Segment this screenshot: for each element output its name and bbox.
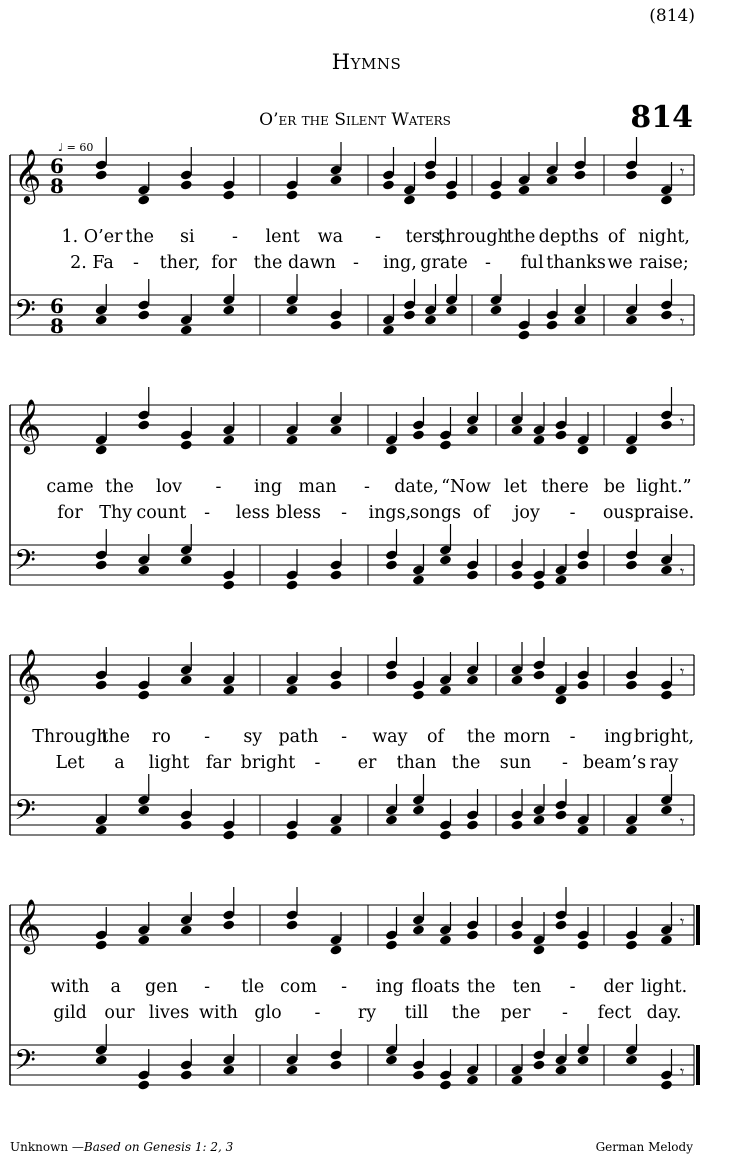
lyric-syllable: the: [466, 727, 496, 747]
treble-clef-icon: 𝄞: [14, 648, 42, 702]
treble-notehead: [137, 419, 150, 430]
lyric-syllable: way: [372, 727, 408, 747]
lyric-syllable: ry: [357, 1003, 377, 1023]
bass-notehead: [137, 564, 150, 575]
treble-notehead: [466, 929, 479, 940]
lyric-syllable: with: [50, 977, 90, 997]
hymn-number: 814: [630, 100, 693, 135]
bass-notehead: [554, 574, 567, 585]
syllable-hyphen: -: [314, 753, 321, 773]
syllable-hyphen: -: [569, 977, 576, 997]
lyric-syllable: we: [607, 253, 633, 273]
page-number: (814): [649, 6, 695, 26]
bass-notehead: [510, 1074, 523, 1085]
bass-notehead: [285, 829, 298, 840]
bass-notehead: [329, 824, 342, 835]
bass-notehead: [222, 829, 235, 840]
syllable-hyphen: -: [485, 253, 491, 273]
final-barline: [696, 1045, 700, 1085]
lyric-syllable: there: [541, 477, 589, 497]
lyric-syllable: 2. Fa: [70, 253, 114, 273]
lyric-syllable: bright,: [633, 727, 695, 747]
lyric-syllable: with: [199, 1003, 238, 1023]
lyric-syllable: glo: [254, 1003, 282, 1023]
bass-notehead: [545, 319, 558, 330]
bass-notehead: [95, 559, 108, 570]
lyric-syllable: joy: [513, 503, 540, 523]
lyric-syllable: per: [500, 1003, 531, 1023]
bass-notehead: [285, 304, 298, 315]
treble-notehead: [180, 439, 193, 450]
lyric-syllable: through: [437, 227, 509, 247]
lyric-syllable: night,: [638, 227, 690, 247]
lyric-syllable: sun: [499, 753, 532, 773]
lyric-syllable: till: [404, 1003, 429, 1023]
lyric-syllable: si: [180, 227, 195, 247]
lyric-syllable: ings,: [368, 503, 412, 523]
treble-notehead: [554, 919, 567, 930]
treble-clef-icon: 𝄞: [14, 148, 42, 202]
treble-notehead: [466, 424, 479, 435]
treble-notehead: [95, 939, 108, 950]
lyric-syllable: the: [466, 977, 496, 997]
syllable-hyphen: -: [375, 227, 381, 247]
syllable-hyphen: -: [562, 753, 568, 773]
lyric-syllable: tle: [241, 977, 265, 997]
lyric-line-verse2: [0, 753, 733, 777]
bass-notehead: [137, 309, 150, 320]
lyric-syllable: day.: [646, 1003, 682, 1023]
lyric-syllable: the: [105, 477, 134, 497]
lyric-syllable: the: [125, 227, 154, 247]
treble-notehead: [222, 919, 235, 930]
bass-notehead: [466, 819, 479, 830]
lyric-syllable: light.: [640, 977, 688, 997]
syllable-hyphen: -: [341, 503, 348, 523]
treble-notehead: [532, 434, 545, 445]
bass-notehead: [412, 1069, 425, 1080]
treble-notehead: [180, 179, 193, 190]
treble-notehead: [576, 679, 589, 690]
treble-notehead: [285, 684, 298, 695]
treble-notehead: [625, 679, 638, 690]
lyric-syllable: Let: [55, 753, 85, 773]
treble-notehead: [660, 689, 673, 700]
lyric-syllable: Thy: [99, 503, 133, 523]
lyric-syllable: beam’s: [582, 753, 647, 773]
treble-clef-icon: 𝄞: [14, 898, 42, 952]
lyric-syllable: of: [472, 503, 490, 523]
bass-notehead: [625, 559, 638, 570]
treble-notehead: [137, 689, 150, 700]
lyric-line-verse2: [0, 503, 733, 527]
lyric-syllable: sy: [243, 727, 263, 747]
treble-notehead: [510, 674, 523, 685]
bass-notehead: [329, 569, 342, 580]
bass-notehead: [424, 314, 437, 325]
treble-notehead: [439, 684, 452, 695]
lyric-syllable: songs: [410, 503, 462, 523]
lyric-syllable: fect: [597, 1003, 632, 1023]
bass-notehead: [625, 314, 638, 325]
lyric-syllable: the: [451, 753, 481, 773]
bass-notehead: [625, 824, 638, 835]
lyric-syllable: floats: [411, 977, 460, 997]
bass-notehead: [532, 1059, 545, 1070]
syllable-hyphen: -: [204, 727, 211, 747]
lyric-syllable: date,: [394, 477, 439, 497]
bass-notehead: [510, 819, 523, 830]
lyric-line-verse1: [0, 977, 733, 1001]
final-barline: [696, 905, 700, 945]
lyric-syllable: bright: [240, 753, 296, 773]
bass-notehead: [137, 804, 150, 815]
treble-notehead: [137, 194, 150, 205]
bass-notehead: [625, 1054, 638, 1065]
lyric-syllable: ful: [520, 253, 544, 273]
bass-notehead: [489, 304, 502, 315]
bass-notehead: [510, 569, 523, 580]
treble-notehead: [439, 439, 452, 450]
lyric-syllable: com: [279, 977, 317, 997]
tune-credit: German Melody: [595, 1140, 693, 1154]
lyric-syllable: ing: [604, 727, 633, 747]
lyric-syllable: wa: [317, 227, 344, 247]
bass-notehead: [95, 314, 108, 325]
eighth-rest-icon: 𝄾: [680, 912, 685, 931]
bass-notehead: [137, 1079, 150, 1090]
treble-notehead: [660, 419, 673, 430]
lyric-syllable: a: [114, 753, 125, 773]
lyric-syllable: less: [235, 503, 270, 523]
lyric-syllable: be: [603, 477, 626, 497]
lyric-syllable: ing: [375, 977, 404, 997]
syllable-hyphen: -: [204, 977, 211, 997]
treble-notehead: [439, 934, 452, 945]
syllable-hyphen: -: [232, 227, 238, 247]
bass-clef-icon: 𝄢: [14, 1044, 36, 1084]
syllable-hyphen: -: [204, 503, 211, 523]
hymn-title: O’er the Silent Waters: [259, 110, 451, 130]
author-name: Unknown: [10, 1140, 69, 1154]
bass-notehead: [554, 809, 567, 820]
eighth-rest-icon: 𝄾: [680, 412, 685, 431]
treble-notehead: [137, 934, 150, 945]
lyric-line-verse2: [0, 1003, 733, 1027]
syllable-hyphen: -: [364, 477, 370, 497]
lyric-syllable: ing,: [383, 253, 417, 273]
bass-notehead: [466, 1074, 479, 1085]
treble-clef-icon: 𝄞: [14, 398, 42, 452]
lyric-syllable: light: [148, 753, 190, 773]
treble-notehead: [222, 434, 235, 445]
bass-notehead: [660, 1079, 673, 1090]
lyric-syllable: lent: [265, 227, 300, 247]
bass-notehead: [445, 304, 458, 315]
treble-notehead: [95, 444, 108, 455]
eighth-rest-icon: 𝄾: [680, 312, 685, 331]
bass-notehead: [385, 559, 398, 570]
treble-notehead: [329, 944, 342, 955]
treble-notehead: [532, 944, 545, 955]
treble-notehead: [412, 429, 425, 440]
bass-notehead: [385, 814, 398, 825]
lyric-syllable: lov: [155, 477, 183, 497]
lyric-line-verse1: [0, 477, 733, 501]
section-title: Hymns: [331, 50, 402, 74]
bass-notehead: [573, 314, 586, 325]
treble-notehead: [424, 169, 437, 180]
lyric-syllable: of: [607, 227, 625, 247]
time-signature: 8: [50, 314, 64, 338]
bass-notehead: [403, 309, 416, 320]
bass-notehead: [576, 824, 589, 835]
bass-notehead: [576, 1054, 589, 1065]
bass-notehead: [385, 1054, 398, 1065]
treble-notehead: [180, 924, 193, 935]
time-signature: 6: [50, 154, 64, 178]
bass-notehead: [180, 1069, 193, 1080]
treble-notehead: [329, 424, 342, 435]
treble-notehead: [660, 194, 673, 205]
lyric-syllable: ing: [253, 477, 283, 497]
lyric-syllable: ther,: [159, 253, 201, 273]
treble-notehead: [576, 939, 589, 950]
lyric-syllable: grate: [420, 253, 468, 273]
eighth-rest-icon: 𝄾: [680, 162, 685, 181]
lyric-syllable: der: [603, 977, 634, 997]
syllable-hyphen: -: [341, 727, 348, 747]
lyric-syllable: depths: [538, 227, 599, 247]
treble-notehead: [510, 929, 523, 940]
treble-notehead: [573, 169, 586, 180]
lyric-syllable: for: [57, 503, 83, 523]
treble-notehead: [382, 179, 395, 190]
lyric-syllable: the: [253, 253, 283, 273]
lyric-syllable: Through: [32, 727, 108, 747]
bass-notehead: [517, 329, 530, 340]
treble-notehead: [222, 684, 235, 695]
treble-notehead: [625, 444, 638, 455]
lyric-line-verse1: [0, 227, 733, 251]
syllable-hyphen: -: [133, 253, 139, 273]
lyric-syllable: for: [211, 253, 237, 273]
syllable-hyphen: -: [215, 477, 222, 497]
bass-notehead: [412, 804, 425, 815]
treble-notehead: [385, 669, 398, 680]
treble-notehead: [285, 189, 298, 200]
treble-notehead: [517, 184, 530, 195]
bass-notehead: [439, 829, 452, 840]
lyric-syllable: lives: [148, 1003, 190, 1023]
treble-notehead: [625, 169, 638, 180]
lyric-syllable: far: [205, 753, 232, 773]
lyric-syllable: raise;: [639, 253, 689, 273]
treble-notehead: [385, 444, 398, 455]
syllable-hyphen: -: [314, 1003, 321, 1023]
bass-clef-icon: 𝄢: [14, 544, 36, 584]
syllable-hyphen: -: [569, 727, 576, 747]
bass-notehead: [382, 324, 395, 335]
author-credit: [10, 1140, 233, 1154]
tempo-marking: ♩ = 60: [58, 141, 94, 154]
lyric-syllable: the: [506, 227, 536, 247]
bass-notehead: [180, 554, 193, 565]
bass-clef-icon: 𝄢: [14, 794, 36, 834]
treble-notehead: [660, 934, 673, 945]
lyric-syllable: let: [504, 477, 527, 497]
lyric-syllable: man: [298, 477, 337, 497]
lyric-syllable: bless: [275, 503, 322, 523]
treble-notehead: [412, 924, 425, 935]
syllable-hyphen: -: [562, 1003, 568, 1023]
treble-notehead: [625, 939, 638, 950]
bass-notehead: [439, 1079, 452, 1090]
treble-notehead: [180, 674, 193, 685]
bass-notehead: [660, 309, 673, 320]
treble-notehead: [222, 189, 235, 200]
lyric-line-verse2: [0, 253, 733, 277]
bass-notehead: [660, 804, 673, 815]
lyric-syllable: gen: [144, 977, 178, 997]
lyric-syllable: light.”: [636, 477, 692, 497]
eighth-rest-icon: 𝄾: [680, 662, 685, 681]
lyric-syllable: a: [110, 977, 121, 997]
treble-notehead: [329, 679, 342, 690]
treble-notehead: [285, 919, 298, 930]
eighth-rest-icon: 𝄾: [680, 1062, 685, 1081]
treble-notehead: [412, 689, 425, 700]
lyric-syllable: of: [427, 727, 445, 747]
lyric-syllable: ten: [512, 977, 542, 997]
treble-notehead: [554, 694, 567, 705]
lyric-syllable: ro: [151, 727, 171, 747]
treble-notehead: [445, 189, 458, 200]
lyric-syllable: ray: [649, 753, 679, 773]
bass-notehead: [180, 324, 193, 335]
treble-notehead: [554, 429, 567, 440]
bass-notehead: [222, 579, 235, 590]
lyric-line-verse1: [0, 727, 733, 751]
treble-notehead: [466, 674, 479, 685]
lyric-syllable: our: [104, 1003, 135, 1023]
lyric-syllable: thanks: [546, 253, 606, 273]
bass-notehead: [412, 574, 425, 585]
treble-notehead: [532, 669, 545, 680]
bass-notehead: [95, 1054, 108, 1065]
treble-notehead: [385, 939, 398, 950]
treble-notehead: [545, 174, 558, 185]
lyric-syllable: than: [396, 753, 437, 773]
bass-notehead: [660, 564, 673, 575]
bass-notehead: [95, 824, 108, 835]
lyric-syllable: gild: [53, 1003, 87, 1023]
bass-notehead: [532, 579, 545, 590]
lyric-syllable: the: [101, 727, 131, 747]
bass-notehead: [576, 559, 589, 570]
treble-notehead: [95, 679, 108, 690]
syllable-hyphen: -: [341, 977, 348, 997]
lyric-syllable: praise.: [633, 503, 695, 523]
lyric-syllable: came: [46, 477, 94, 497]
bass-notehead: [329, 319, 342, 330]
time-signature: 8: [50, 174, 64, 198]
bass-notehead: [466, 569, 479, 580]
syllable-hyphen: -: [353, 253, 359, 273]
bass-notehead: [532, 814, 545, 825]
treble-notehead: [285, 434, 298, 445]
bass-notehead: [554, 1064, 567, 1075]
syllable-hyphen: -: [569, 503, 576, 523]
lyric-syllable: ous: [602, 503, 634, 523]
bass-notehead: [180, 819, 193, 830]
treble-notehead: [95, 169, 108, 180]
bass-notehead: [222, 1064, 235, 1075]
lyric-syllable: count: [136, 503, 187, 523]
treble-notehead: [403, 194, 416, 205]
bass-notehead: [285, 579, 298, 590]
bass-notehead: [222, 304, 235, 315]
lyric-syllable: the: [451, 1003, 481, 1023]
time-signature: 6: [50, 294, 64, 318]
treble-notehead: [510, 424, 523, 435]
bass-clef-icon: 𝄢: [14, 294, 36, 334]
lyric-syllable: path: [278, 727, 319, 747]
lyric-syllable: dawn: [288, 253, 336, 273]
treble-notehead: [329, 174, 342, 185]
lyric-syllable: er: [357, 753, 377, 773]
bass-notehead: [439, 554, 452, 565]
eighth-rest-icon: 𝄾: [680, 562, 685, 581]
treble-notehead: [576, 444, 589, 455]
scripture-source: —Based on Genesis 1: 2, 3: [71, 1140, 234, 1154]
lyric-syllable: morn: [503, 727, 551, 747]
treble-notehead: [489, 189, 502, 200]
bass-notehead: [329, 1059, 342, 1070]
lyric-syllable: ters,: [405, 227, 446, 247]
eighth-rest-icon: 𝄾: [680, 812, 685, 831]
lyric-syllable: 1. O’er: [61, 227, 123, 247]
bass-notehead: [285, 1064, 298, 1075]
lyric-syllable: “Now: [441, 477, 491, 497]
